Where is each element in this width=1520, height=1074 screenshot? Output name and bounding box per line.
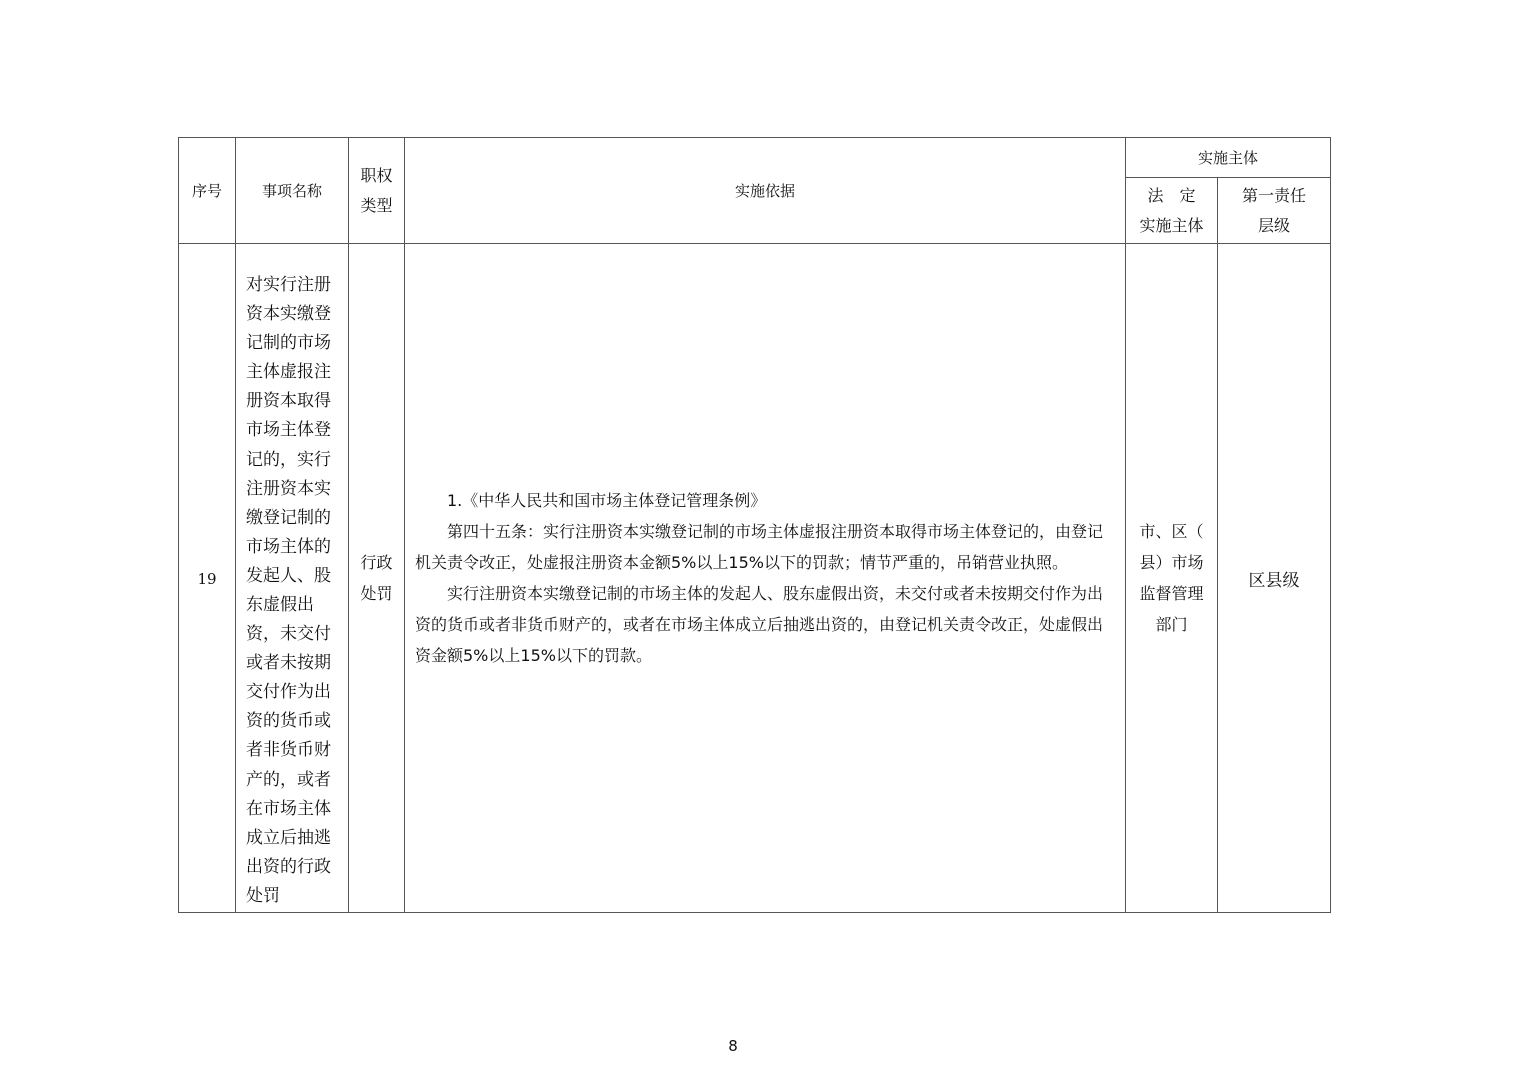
enforcement-items-table [178,137,1331,913]
header-legal-subject: 法 定 实施主体 [1126,178,1218,244]
row-responsibility-level: 区县级 [1218,244,1331,913]
header-power-type: 职权 类型 [349,138,405,244]
table-row [179,244,1331,913]
basis-title: 1.《中华人民共和国市场主体登记管理条例》 [447,491,767,510]
header-item-name: 事项名称 [236,138,349,244]
row-power-type: 行政 处罚 [349,244,405,913]
header-implementing-subject: 实施主体 [1126,138,1331,178]
row-item-name: 对实行注册资本实缴登记制的市场主体虚报注册资本取得市场主体登记的，实行注册资本实缴登记制的市场主体的发起人、股东虚假出资，未交付或者未按期交付作为出资的货币或者非货币财产的，或者在市场主体成立后抽逃出资的行政处罚 [236,244,349,913]
header-responsibility-level: 第一责任 层级 [1218,178,1331,244]
header-basis: 实施依据 [405,138,1126,244]
row-legal-subject: 市、区（ 县）市场 监督管理 部门 [1126,244,1218,913]
basis-paragraph-1: 第四十五条：实行注册资本实缴登记制的市场主体虚报注册资本取得市场主体登记的，由登记机关责令改正，处虚报注册资本金额5%以上15%以下的罚款；情节严重的，吊销营业执照。 [415,522,1104,572]
row-basis [405,244,1126,913]
row-index: 19 [179,244,236,913]
page-number: 8 [728,1037,738,1055]
header-index: 序号 [179,138,236,244]
basis-paragraph-2: 实行注册资本实缴登记制的市场主体的发起人、股东虚假出资，未交付或者未按期交付作为出资的货币或者非货币财产的，或者在市场主体成立后抽逃出资的，由登记机关责令改正，处虚假出资金额5%以上15%以下的罚款。 [415,584,1104,665]
